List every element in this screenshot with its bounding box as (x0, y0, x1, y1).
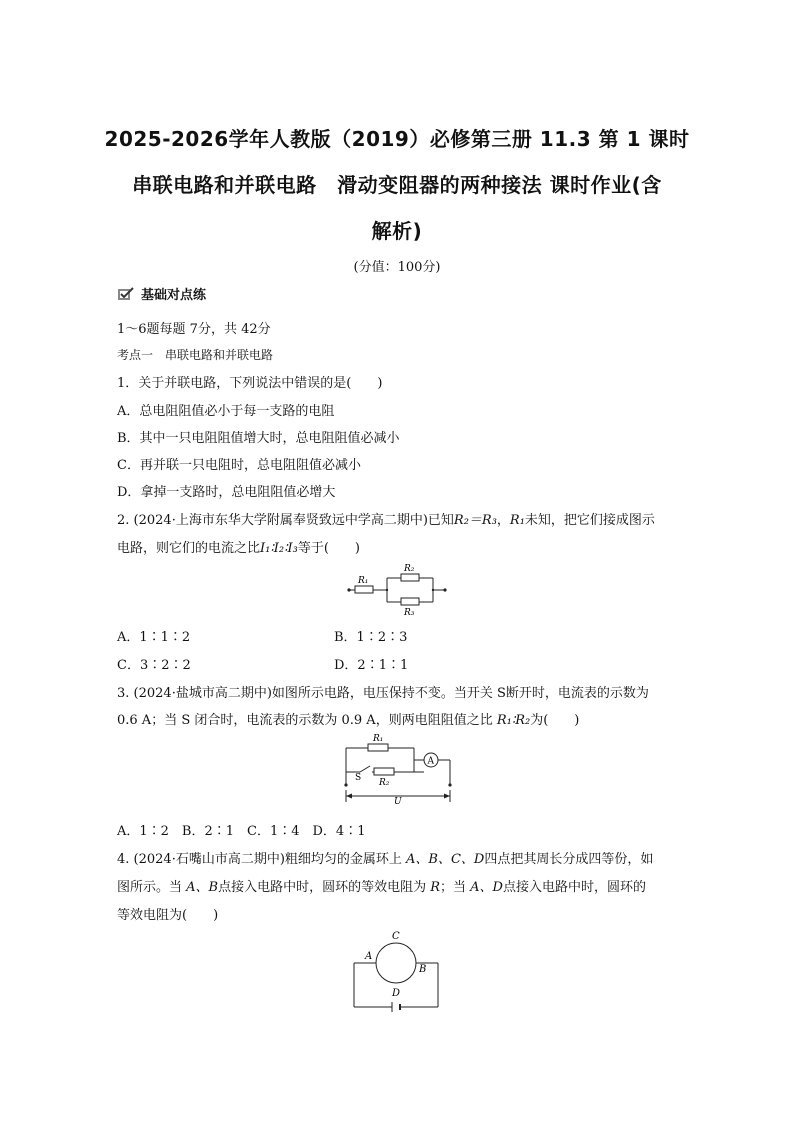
title-line-1: 2025-2026学年人教版（2019）必修第三册 11.3 第 1 课时 (104, 127, 690, 151)
q3-stem-line-1: 3. (2024·盐城市高二期中)如图所示电路，电压保持不变。当开关 S断开时，电流表的示数为 (117, 686, 649, 701)
q1-stem: 1．关于并联电路，下列说法中错误的是( ) (117, 376, 383, 391)
check-square-icon (117, 287, 135, 301)
q4-stem-line-1: 4. (2024·石嘴山市高二期中)粗细均匀的金属环上 A、B、C、D四点把其周长分成四等份，如 (117, 852, 654, 867)
label-r3: R₃ (404, 608, 415, 616)
label-c: C (392, 931, 400, 942)
label-r2: R₂ (404, 564, 415, 574)
intro-line: 1～6题每题 7分，共 42分 (117, 322, 271, 337)
label-r2: R₂ (379, 778, 390, 788)
q3-options: A．1∶2 B．2∶1 C．1∶4 D．4∶1 (117, 824, 366, 839)
q4-ring-figure (348, 925, 444, 1017)
title-line-2: 串联电路和并联电路 滑动变阻器的两种接法 课时作业(含 (132, 173, 662, 197)
label-r1: R₁ (373, 734, 384, 744)
q4-stem-line-2: 图所示。当 A、B点接入电路中时，圆环的等效电阻为 R；当 A、D点接入电路中时，圆环的 (117, 880, 646, 895)
point-heading: 考点一 串联电路和并联电路 (117, 348, 274, 362)
label-d: D (392, 988, 401, 999)
label-r1: R₁ (358, 576, 369, 586)
voltage-label: U (394, 797, 402, 806)
q2-stem-line-1: 2. (2024·上海市东华大学附属奉贤致远中学高二期中)已知R₂＝R₃，R₁未知，把它们接成图示 (117, 513, 655, 528)
ammeter-label: A (427, 756, 434, 767)
switch-label: S (355, 773, 362, 783)
score-note: (分值：100分) (353, 260, 441, 275)
q2-stem-line-2: 电路，则它们的电流之比I₁∶I₂∶I₃等于( ) (117, 541, 360, 556)
label-a: A (365, 951, 373, 962)
section-heading (117, 284, 206, 303)
q2-option-b: B．1∶2∶3 (334, 630, 408, 645)
q2-option-c: C．3∶2∶2 (117, 658, 191, 673)
q4-stem-line-3: 等效电阻为( ) (117, 908, 219, 923)
label-b: B (419, 964, 427, 975)
q2-circuit-figure (345, 560, 450, 616)
q1-option-c: C．再并联一只电阻时，总电阻阻值必减小 (117, 458, 361, 473)
q3-stem-line-2: 0.6 A；当 S 闭合时，电流表的示数为 0.9 A，则两电阻阻值之比 R₁∶R₂为( ) (117, 713, 580, 728)
q1-option-d: D．拿掉一支路时，总电阻阻值必增大 (117, 485, 336, 500)
q1-option-b: B．其中一只电阻阻值增大时，总电阻阻值必减小 (117, 431, 400, 446)
title-line-3: 解析) (371, 219, 423, 243)
q3-circuit-figure (338, 730, 458, 806)
page-title (100, 116, 694, 254)
q2-option-d: D．2∶1∶1 (334, 658, 409, 673)
q1-option-a: A．总电阻阻值必小于每一支路的电阻 (117, 404, 335, 419)
section-label: 基础对点练 (141, 288, 207, 303)
q2-option-a: A．1∶1∶2 (117, 630, 191, 645)
